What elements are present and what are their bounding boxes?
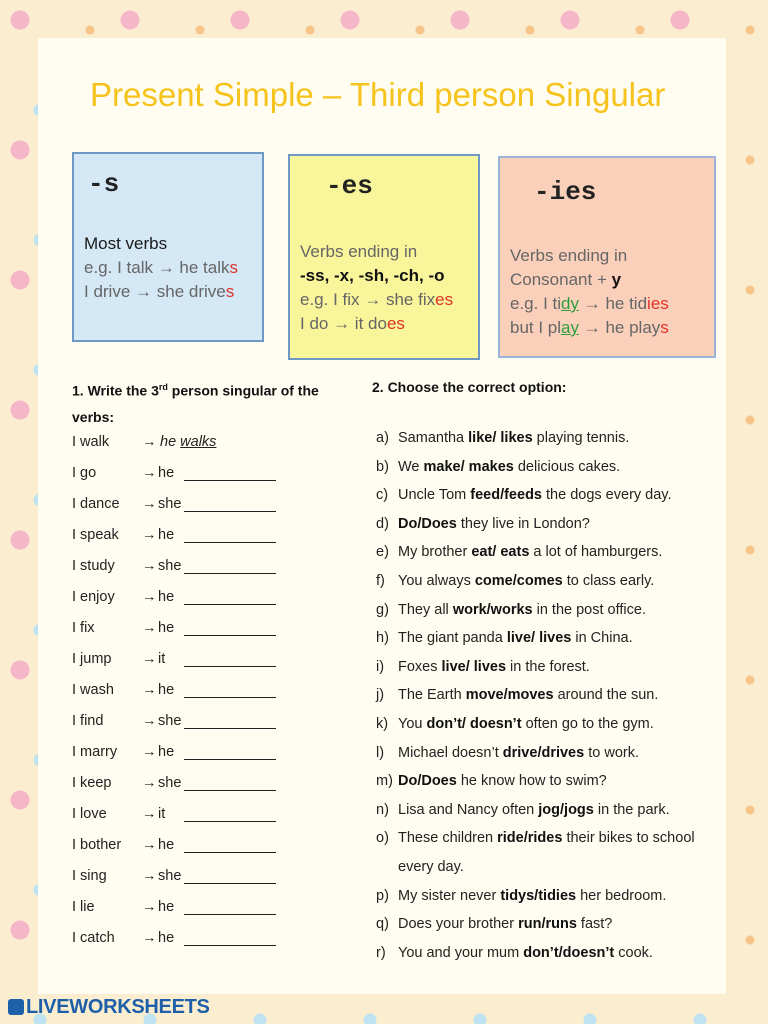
rule-ies-ex1-a: e.g. I ti <box>510 294 562 313</box>
item-options[interactable]: live/ lives <box>441 658 507 675</box>
exercise-1-heading <box>72 374 342 430</box>
exercise-1-pronoun: he <box>158 589 175 605</box>
exercise-1-row <box>72 930 362 961</box>
rule-es-ending-1: es <box>435 290 454 309</box>
item-label: g) <box>376 601 389 618</box>
arrow-icon: → <box>142 434 157 450</box>
exercise-2-item <box>376 624 721 653</box>
exercise-2-item <box>376 653 721 682</box>
answer-blank[interactable] <box>184 914 276 915</box>
item-label: f) <box>376 572 385 589</box>
rule-s-example-1: e.g. I talk → he talk <box>84 258 230 277</box>
item-text-after: delicious cakes. <box>513 458 621 475</box>
exercise-1-pronoun: she <box>158 868 182 884</box>
item-label: c) <box>376 487 389 504</box>
exercise-1-pronoun: he <box>158 930 175 946</box>
item-text-before: You and your mum <box>398 944 524 961</box>
exercise-1-row <box>72 651 362 682</box>
item-text-after: their bikes to school every day. <box>398 830 695 875</box>
brand-name: LIVEWORKSHEETS <box>26 996 210 1018</box>
item-text-before: These children <box>398 830 498 847</box>
exercise-1-row <box>72 558 362 589</box>
answer-blank[interactable] <box>184 697 276 698</box>
item-options[interactable]: work/works <box>452 601 533 618</box>
exercise-1-verb: I dance <box>72 496 120 512</box>
answer-blank[interactable] <box>184 542 276 543</box>
exercise-1-pronoun: she <box>158 713 182 729</box>
item-options[interactable]: tidys/tidies <box>500 887 577 904</box>
exercise-1-row <box>72 682 362 713</box>
exercise-1-verb: I sing <box>72 868 107 884</box>
answer-blank[interactable] <box>184 635 276 636</box>
example-answer-verb: walks <box>180 434 217 450</box>
exercise-1-pronoun: it <box>158 806 166 822</box>
page-title: Present Simple – Third person Singular <box>90 76 666 113</box>
rule-s-line-1: Most verbs <box>84 234 168 253</box>
answer-blank[interactable] <box>184 604 276 605</box>
exercise-2-item <box>376 538 721 567</box>
exercise-1-verb: I love <box>72 806 107 822</box>
exercise-2-item <box>376 939 721 968</box>
answer-blank[interactable] <box>184 480 276 481</box>
rule-box-ies <box>498 156 716 358</box>
item-options[interactable]: Do/Does <box>398 773 457 790</box>
exercise-2-item <box>376 567 721 596</box>
item-label: k) <box>376 715 389 732</box>
rule-ies-y: y <box>611 270 622 289</box>
item-label: e) <box>376 544 389 561</box>
item-text-before: Foxes <box>398 658 442 675</box>
exercise-1-verb: I wash <box>72 682 114 698</box>
exercise-2-item <box>376 796 721 825</box>
item-text-after: fast? <box>576 916 613 933</box>
exercise-2-item <box>376 424 721 453</box>
exercise-2-item <box>376 767 721 796</box>
rule-box-es <box>288 154 480 360</box>
item-options[interactable]: eat/ eats <box>471 544 530 561</box>
exercise-1-pronoun: he <box>158 899 175 915</box>
exercise-1-verb: I catch <box>72 930 115 946</box>
exercise-2-list <box>376 424 721 967</box>
exercise-2-item <box>376 824 721 881</box>
rule-es-ending-2: es <box>386 314 405 333</box>
exercise-1-row <box>72 527 362 558</box>
answer-blank[interactable] <box>184 728 276 729</box>
rule-es-endings: -ss, -x, -sh, -ch, -o <box>300 266 445 285</box>
item-text-before: Does your brother <box>398 916 519 933</box>
item-text-before: They all <box>398 601 453 618</box>
exercise-1-verb: I keep <box>72 775 112 791</box>
item-text-after: often go to the gym. <box>521 715 654 732</box>
item-text-before: My sister never <box>398 887 501 904</box>
exercise-1-pronoun: he <box>158 682 175 698</box>
exercise-2-item <box>376 481 721 510</box>
item-options[interactable]: come/comes <box>474 572 563 589</box>
exercise-1-verb: I speak <box>72 527 119 543</box>
exercise-1-pronoun: he <box>158 744 175 760</box>
exercise-1-pronoun: she <box>158 558 182 574</box>
arrow-icon: → <box>142 713 157 729</box>
answer-blank[interactable] <box>184 759 276 760</box>
rule-ies-line-1: Verbs ending in <box>510 246 628 265</box>
exercise-1-pronoun: he <box>158 527 175 543</box>
item-label: h) <box>376 630 389 647</box>
exercise-2-item <box>376 453 721 482</box>
example-verb: I walk <box>72 434 110 450</box>
rule-box-s <box>72 152 264 342</box>
exercise-1-heading-b: person singular of the verbs: <box>72 382 319 425</box>
exercise-1-example-row <box>72 434 362 465</box>
logo-icon <box>8 999 24 1015</box>
item-options[interactable]: drive/drives <box>502 744 585 761</box>
rule-ies-ex1-c: → he tid <box>579 294 648 313</box>
exercise-1-row <box>72 899 362 930</box>
answer-blank[interactable] <box>184 790 276 791</box>
arrow-icon: → <box>142 589 157 605</box>
rule-es-line-1: Verbs ending in <box>300 242 418 261</box>
exercise-1-row <box>72 868 362 899</box>
answer-blank[interactable] <box>184 511 276 512</box>
answer-blank[interactable] <box>184 852 276 853</box>
item-options[interactable]: ride/rides <box>497 830 563 847</box>
exercise-1-verb: I find <box>72 713 104 729</box>
rule-s-ending-1: s <box>229 258 239 277</box>
item-label: n) <box>376 801 389 818</box>
rule-s-ending-2: s <box>225 282 235 301</box>
item-label: r) <box>376 944 386 961</box>
rule-ies-ex2-b: ay <box>561 318 580 337</box>
item-options[interactable]: run/runs <box>518 916 577 933</box>
exercise-1-verb: I study <box>72 558 115 574</box>
exercise-1-row <box>72 465 362 496</box>
exercise-1-verb: I enjoy <box>72 589 115 605</box>
arrow-icon: → <box>142 899 157 915</box>
item-text-before: Michael doesn’t <box>398 744 503 761</box>
arrow-icon: → <box>142 744 157 760</box>
item-options[interactable]: move/moves <box>465 687 554 704</box>
item-label: d) <box>376 515 389 532</box>
answer-blank[interactable] <box>184 573 276 574</box>
item-text-after: to class early. <box>562 572 655 589</box>
exercise-2-item <box>376 510 721 539</box>
arrow-icon: → <box>142 930 157 946</box>
item-text-after: in China. <box>571 630 633 647</box>
exercise-1-row <box>72 806 362 837</box>
item-label: q) <box>376 916 389 933</box>
item-options[interactable]: jog/jogs <box>538 801 594 818</box>
rule-ies-ex1-d: ies <box>647 294 669 313</box>
exercise-1-row <box>72 496 362 527</box>
exercise-1-row <box>72 775 362 806</box>
item-text-before: We <box>398 458 424 475</box>
item-label: i) <box>376 658 385 675</box>
exercise-2-item <box>376 882 721 911</box>
answer-blank[interactable] <box>184 821 276 822</box>
item-options[interactable]: feed/feeds <box>470 487 542 504</box>
exercise-1-pronoun: he <box>158 620 175 636</box>
example-answer <box>160 434 216 450</box>
exercise-1-pronoun: he <box>158 837 175 853</box>
rule-ies-line-2: Consonant + <box>510 270 612 289</box>
exercise-2-item <box>376 681 721 710</box>
rule-s-example-2: I drive → she drive <box>84 282 226 301</box>
rule-ies-ex2-c: → he play <box>579 318 661 337</box>
item-text-after: in the forest. <box>506 658 590 675</box>
item-options[interactable]: live/ lives <box>506 630 572 647</box>
arrow-icon: → <box>142 775 157 791</box>
exercise-1-list <box>72 434 362 961</box>
exercise-1-row <box>72 620 362 651</box>
item-text-after: he know how to swim? <box>456 773 607 790</box>
rule-ies-ex1-b: dy <box>561 294 579 313</box>
exercise-1-verb: I lie <box>72 899 95 915</box>
item-text-before: The giant panda <box>398 630 507 647</box>
item-options[interactable]: don’t/ doesn’t <box>426 715 522 732</box>
item-text-after: cook. <box>614 944 653 961</box>
rule-ies-ex2-d: s <box>660 318 669 337</box>
rule-ies-ex2-a: but I pl <box>510 318 562 337</box>
item-text-after: in the post office. <box>532 601 646 618</box>
exercise-1-verb: I bother <box>72 837 122 853</box>
exercise-1-row <box>72 589 362 620</box>
exercise-1-heading-sup: rd <box>158 382 168 392</box>
item-options[interactable]: make/ makes <box>423 458 514 475</box>
item-label: j) <box>376 687 385 704</box>
item-label: m) <box>376 773 393 790</box>
item-text-after: playing tennis. <box>532 430 630 446</box>
exercise-1-verb: I fix <box>72 620 95 636</box>
exercise-1-pronoun: he <box>158 465 175 481</box>
rule-suffix-ies: -ies <box>534 177 597 207</box>
exercise-1-pronoun: she <box>158 775 182 791</box>
item-text-after: around the sun. <box>553 687 659 704</box>
item-text-before: You always <box>398 572 475 589</box>
item-text-after: the dogs every day. <box>542 487 672 504</box>
exercise-2-heading: 2. Choose the correct option: <box>372 379 567 395</box>
exercise-1-pronoun: she <box>158 496 182 512</box>
arrow-icon: → <box>142 837 157 853</box>
item-text-after: in the park. <box>593 801 670 818</box>
arrow-icon: → <box>142 496 157 512</box>
exercise-1-verb: I marry <box>72 744 118 760</box>
item-text-after: they live in London? <box>456 515 590 532</box>
example-pronoun: he <box>160 434 177 450</box>
arrow-icon: → <box>142 558 157 574</box>
rule-es-example-1: e.g. I fix → she fix <box>300 290 436 309</box>
arrow-icon: → <box>142 868 157 884</box>
worksheet-page <box>38 38 726 994</box>
item-label: a) <box>376 430 389 446</box>
item-text-before: Uncle Tom <box>398 487 471 504</box>
exercise-2-item <box>376 596 721 625</box>
exercise-2-item <box>376 910 721 939</box>
liveworksheets-logo <box>8 996 210 1019</box>
rule-es-example-2: I do → it do <box>300 314 387 333</box>
item-label: l) <box>376 744 385 761</box>
item-label: o) <box>376 830 389 847</box>
item-options[interactable]: like/ likes <box>468 430 533 446</box>
exercise-1-row <box>72 837 362 868</box>
item-text-after: her bedroom. <box>576 887 667 904</box>
item-text-before: Samantha <box>398 430 469 446</box>
arrow-icon: → <box>142 682 157 698</box>
arrow-icon: → <box>142 620 157 636</box>
exercise-1-verb: I jump <box>72 651 112 667</box>
exercise-1-pronoun: it <box>158 651 166 667</box>
arrow-icon: → <box>142 527 157 543</box>
item-label: b) <box>376 458 389 475</box>
item-options[interactable]: Do/Does <box>398 515 457 532</box>
item-text-after: to work. <box>584 744 639 761</box>
arrow-icon: → <box>142 465 157 481</box>
item-text-before: You <box>398 715 427 732</box>
exercise-1-heading-a: 1. Write the 3 <box>72 382 159 399</box>
arrow-icon: → <box>142 651 157 667</box>
rule-suffix-es: -es <box>326 171 373 201</box>
rule-suffix-s: -s <box>88 169 120 199</box>
exercise-2-item <box>376 710 721 739</box>
item-text-before: My brother <box>398 544 472 561</box>
answer-blank[interactable] <box>184 666 276 667</box>
exercise-2-item <box>376 739 721 768</box>
item-text-after: a lot of hamburgers. <box>529 544 663 561</box>
exercise-1-verb: I go <box>72 465 97 481</box>
answer-blank[interactable] <box>184 883 276 884</box>
exercise-1-row <box>72 713 362 744</box>
item-text-before: Lisa and Nancy often <box>398 801 539 818</box>
item-text-before: The Earth <box>398 687 466 704</box>
exercise-1-row <box>72 744 362 775</box>
item-label: p) <box>376 887 389 904</box>
item-options[interactable]: don’t/doesn’t <box>523 944 615 961</box>
answer-blank[interactable] <box>184 945 276 946</box>
arrow-icon: → <box>142 806 157 822</box>
